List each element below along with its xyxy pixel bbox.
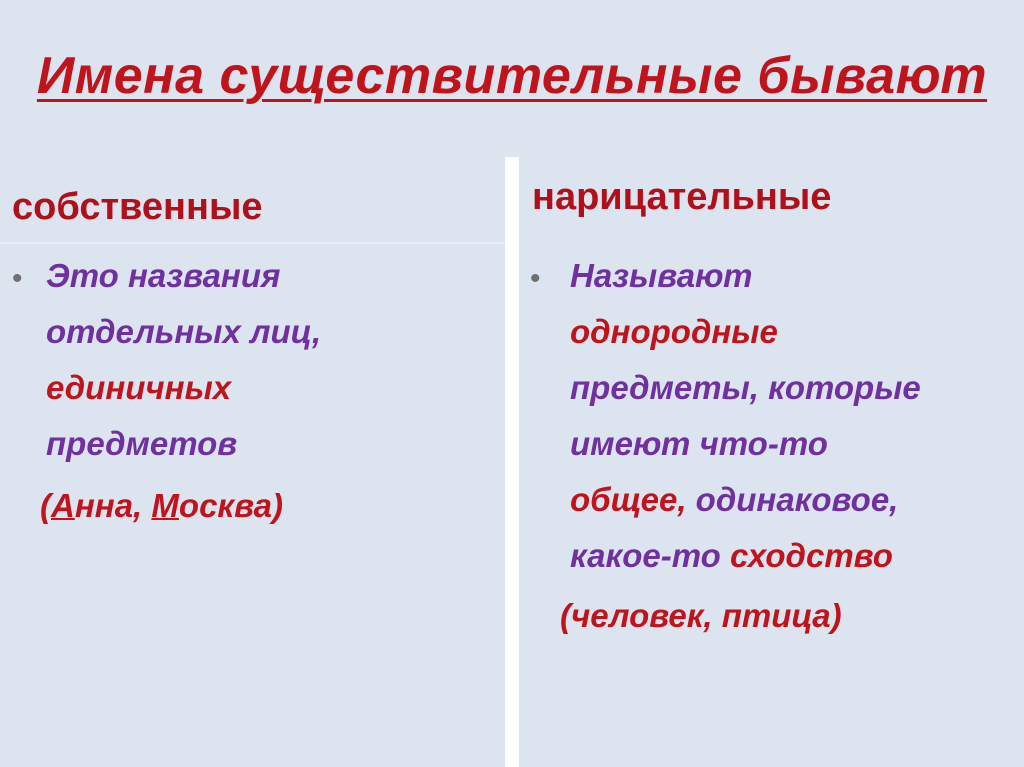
bullet-right: • [530,262,541,295]
definition-line: Называют [570,257,753,294]
definition-line [570,528,921,584]
definition-line: Это названия [46,257,281,294]
definition-line-highlight: единичных [46,369,232,406]
definition-common [570,248,921,584]
example-common: (человек, птица) [560,597,842,634]
definition-line: предметы, которые [570,369,921,406]
definition-line: имеют что-то [570,425,828,462]
column-divider [505,157,519,767]
example-initial: М [151,487,179,524]
definition-line: отдельных лиц, [46,313,322,350]
example-initial: А [51,487,75,524]
bullet-left: • [12,262,23,295]
definition-line: предметов [46,425,238,462]
example-paren: ( [40,487,51,524]
plain-word: какое-то [570,537,730,574]
definition-line [570,472,921,528]
example-proper [40,487,283,525]
heading-proper: собственные [12,186,263,228]
highlight-word: сходство [729,537,893,574]
slide-title: Имена существительные бывают [36,47,988,105]
header-separator [0,242,505,244]
definition-line-highlight: однородные [570,313,778,350]
example-rest: осква) [178,487,283,524]
highlight-word: общее, [570,481,687,518]
heading-common: нарицательные [532,176,832,218]
definition-proper [46,248,321,472]
plain-word: одинаковое, [686,481,899,518]
example-rest: нна, [74,487,152,524]
